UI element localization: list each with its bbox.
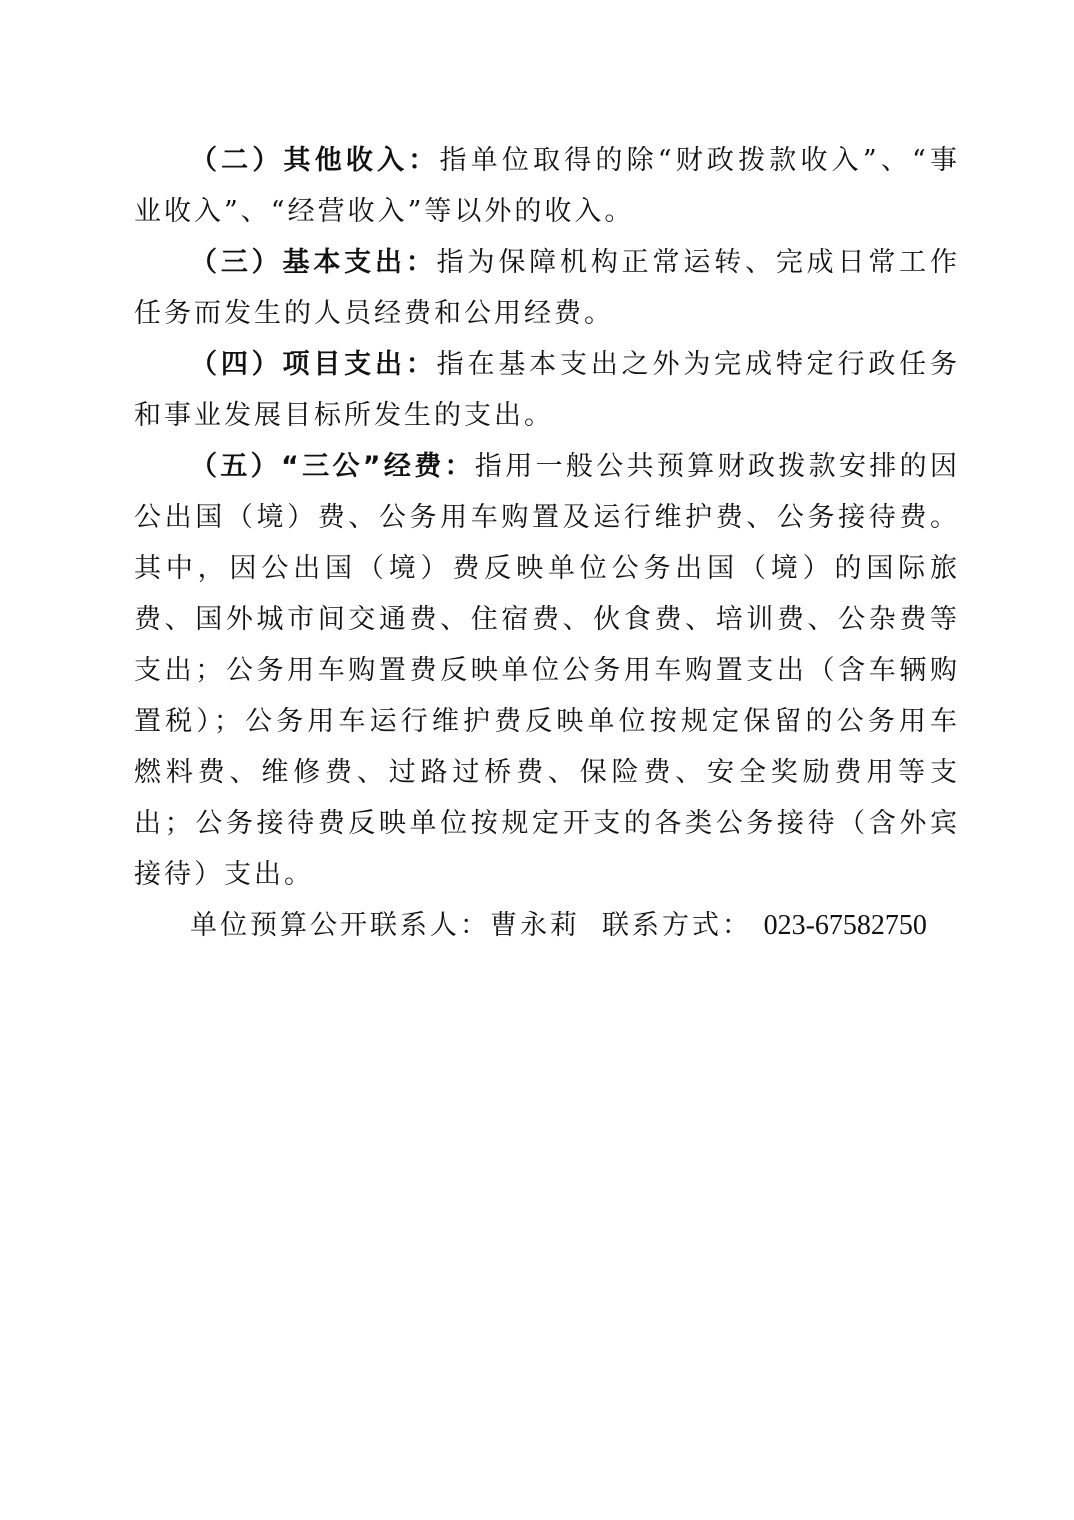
contact-person-label: 单位预算公开联系人： [190,910,490,941]
definition-project-expenditure [134,339,960,441]
term-project-expenditure: （四）项目支出： [190,349,437,380]
definition-text-project-expenditure: 指在基本支出之外为完成特定行政任务和事业发展目标所发生的支出。 [134,349,961,431]
definition-text-other-income: 指单位取得的除“财政拨款收入”、“事业收入”、“经营收入”等以外的收入。 [134,145,960,227]
contact-line [134,900,960,951]
term-basic-expenditure: （三）基本支出： [190,247,437,278]
term-three-public-expenses: （五）“三公”经费： [190,451,475,482]
definition-text-three-public-expenses: 指用一般公共预算财政拨款安排的因公出国（境）费、公务用车购置及运行维护费、公务接待费。其中，因公出国（境）费反映单位公务出国（境）的国际旅费、国外城市间交通费、住宿费、伙食费、培训费、公杂费等支出；公务用车购置费反映单位公务用车购置支出（含车辆购置税）；公务用车运行维护费反映单位按规定保留的公务用车燃料费、维修费、过路过桥费、保险费、安全奖励费用等支出；公务接待费反映单位按规定开支的各类公务接待（含外宾接待）支出。 [134,451,960,890]
definition-other-income [134,135,960,237]
term-other-income: （二）其他收入： [190,145,440,176]
contact-phone: 023-67582750 [763,910,927,941]
contact-person-name: 曹永莉 [490,910,580,941]
contact-method-label: 联系方式： [602,910,752,941]
document-page [134,135,960,951]
definition-basic-expenditure [134,237,960,339]
definition-three-public-expenses [134,441,960,900]
definition-text-basic-expenditure: 指为保障机构正常运转、完成日常工作任务而发生的人员经费和公用经费。 [134,247,961,329]
